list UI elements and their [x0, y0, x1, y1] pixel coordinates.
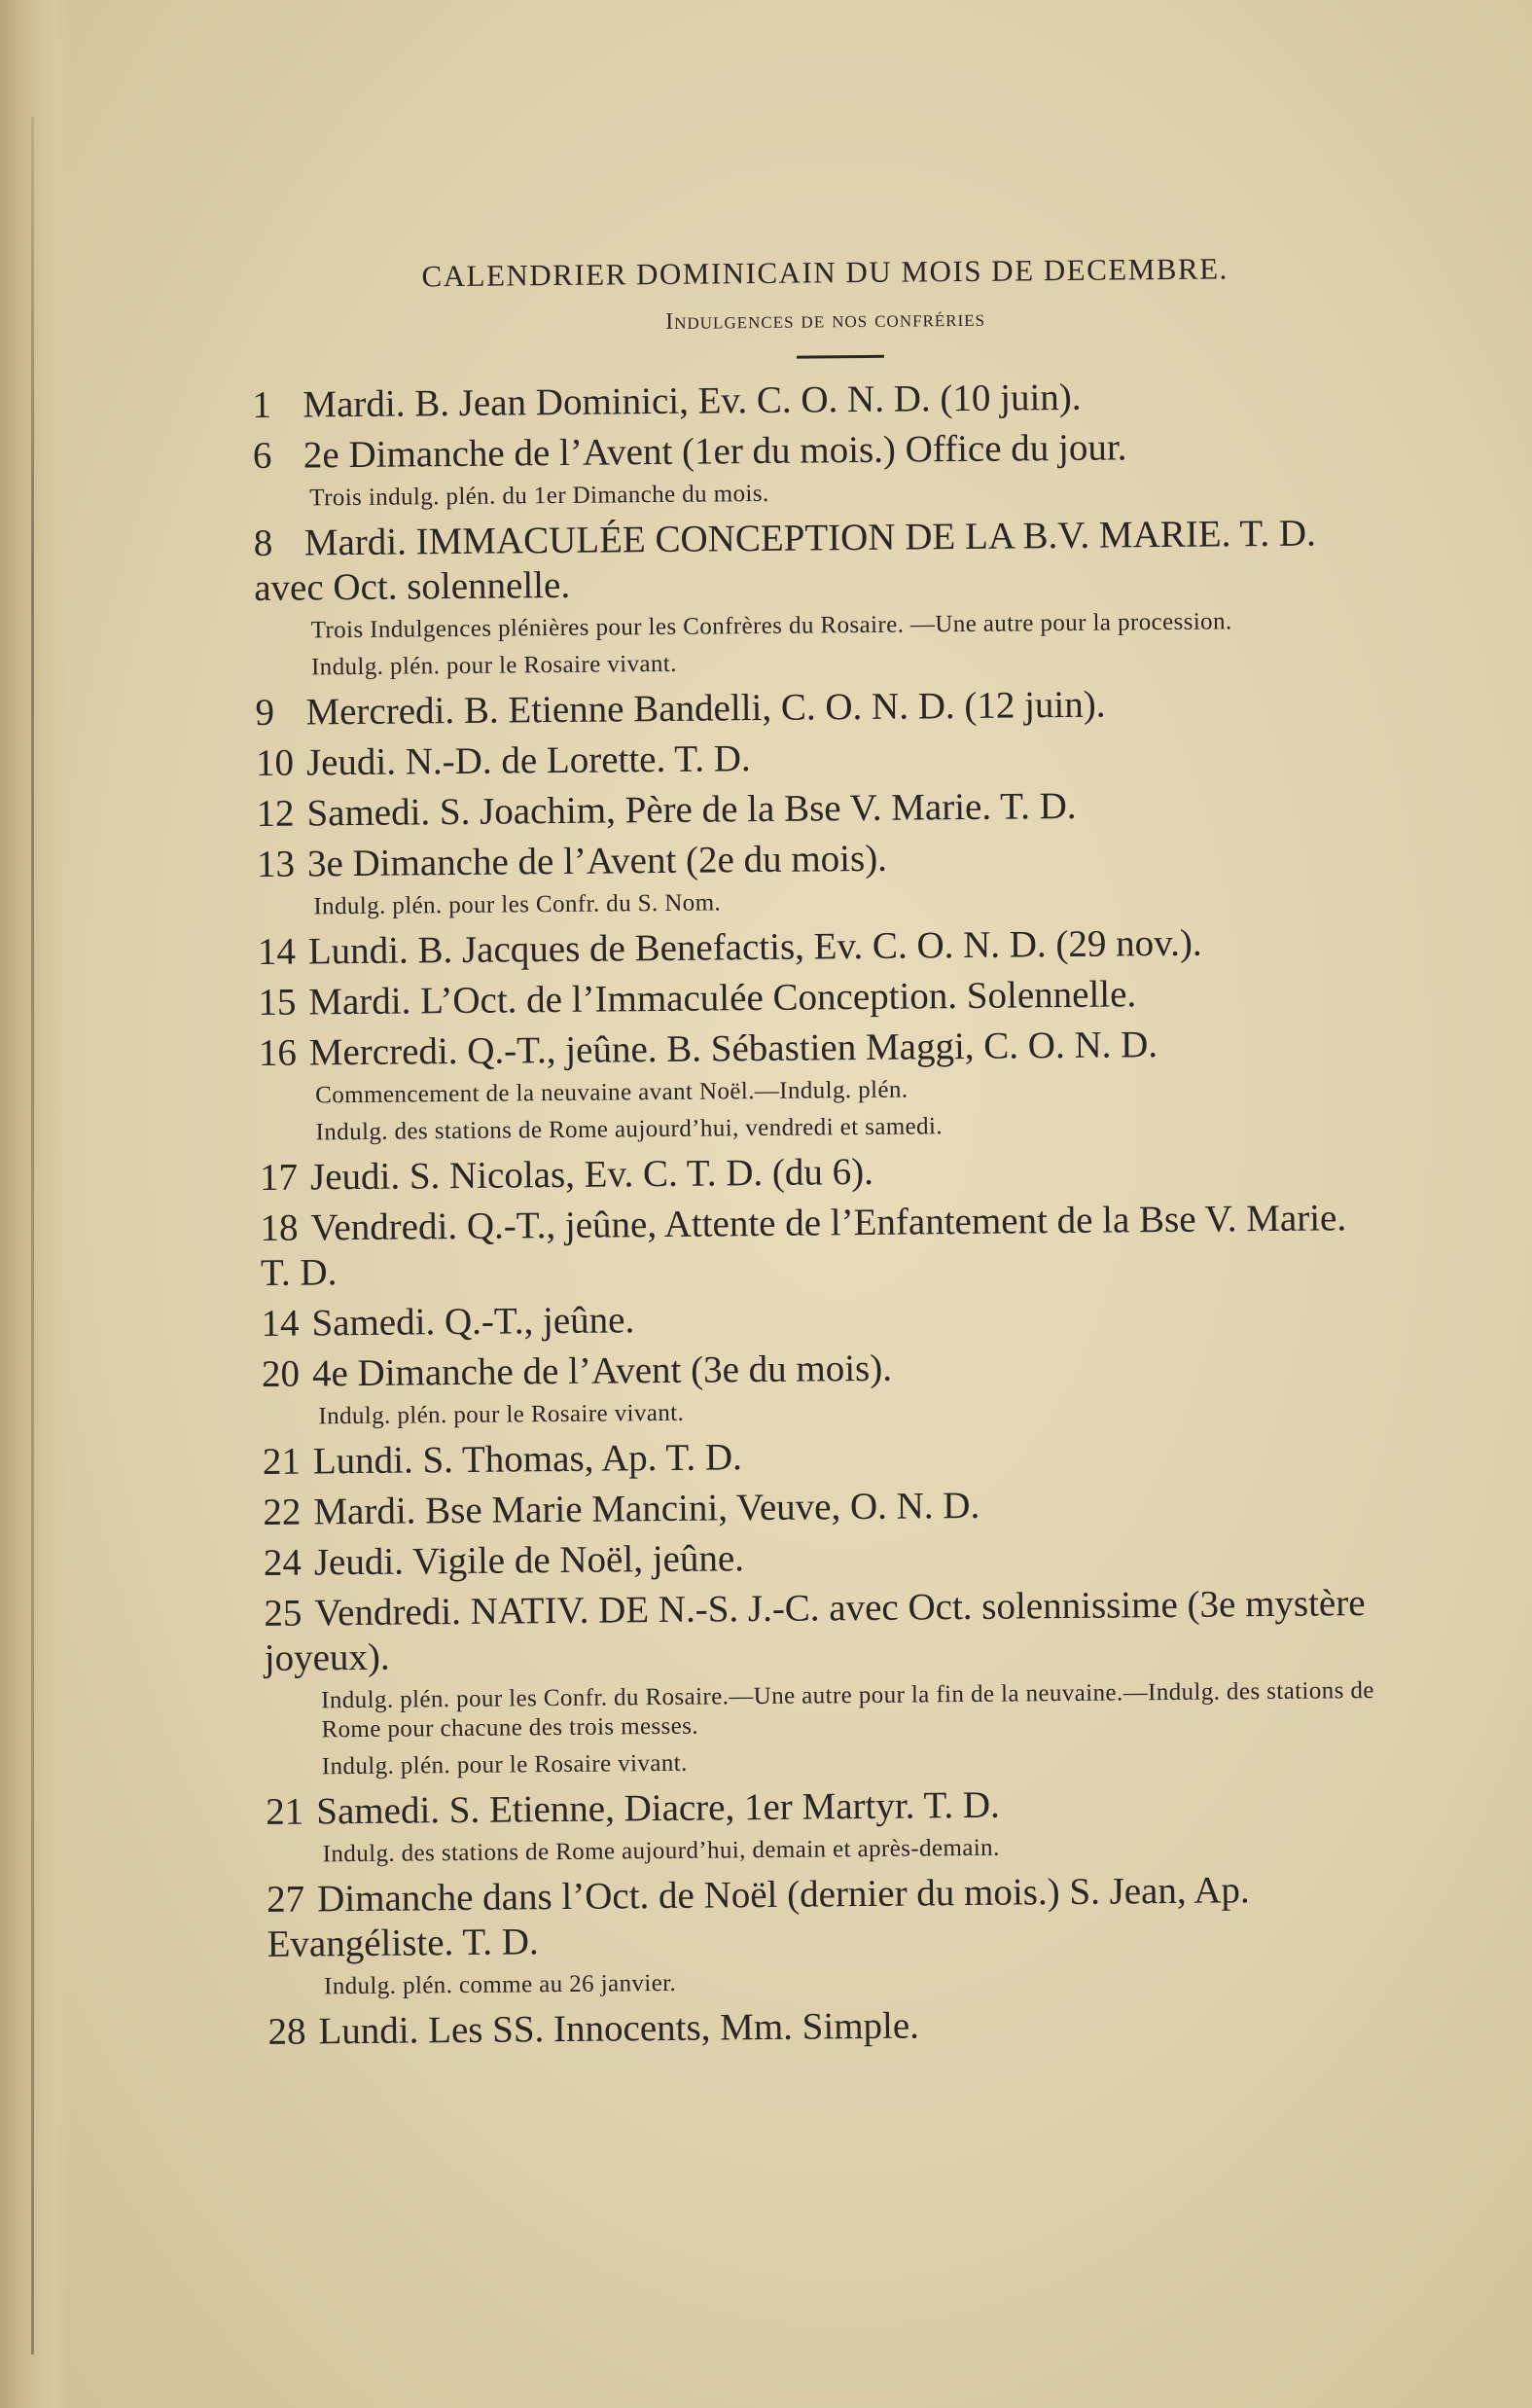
entry-text: Samedi. S. Etienne, Diacre, 1er Martyr. T. D. [316, 1783, 1001, 1833]
indulgence-note: Indulg. plén. pour le Rosaire vivant. [321, 1749, 688, 1780]
indulgence-note: Indulg. plén. pour les Confr. du Rosaire.—Une autre pour la fin de la neuvaine.—Indulg. des stations de Rome pour chacune des trois messes. [321, 1676, 1374, 1743]
entry-day-number: 21 [262, 1440, 302, 1483]
calendar-entry [266, 1779, 1384, 1835]
calendar-entry [253, 423, 1372, 479]
calendar-entry [260, 1145, 1378, 1201]
indulgence-note: Indulg. plén. comme au 26 janvier. [323, 1969, 677, 2000]
entry-text: Jeudi. S. Nicolas, Ev. C. T. D. (du 6). [309, 1150, 874, 1199]
entry-text: Mercredi. B. Etienne Bandelli, C. O. N. D. (12 juin). [305, 683, 1106, 734]
entry-day-number: 25 [264, 1592, 303, 1635]
entry-text: Mercredi. Q.-T., jeûne. B. Sébastien Maggi, C. O. N. D. [308, 1024, 1158, 1074]
page-title: CALENDRIER DOMINICAIN DU MOIS DE DECEMBRE. [421, 251, 1229, 294]
binding-crease [31, 117, 34, 2354]
entry-day-number: 22 [263, 1491, 302, 1533]
entry-text: Jeudi. N.-D. de Lorette. T. D. [305, 737, 751, 784]
calendar-entry [264, 1530, 1382, 1586]
entry-day-number: 1 [252, 383, 272, 426]
entry-day-number: 17 [259, 1156, 299, 1199]
calendar-entry [267, 1999, 1386, 2055]
entry-day-number: 16 [258, 1031, 298, 1074]
entry-text: Lundi. Les SS. Innocents, Mm. Simple. [318, 2004, 920, 2053]
entry-text: Dimanche dans l’Oct. de Noël (dernier du mois.) S. Jean, Ap. Evangéliste. T. D. [267, 1869, 1250, 1965]
entry-text: Vendredi. Q.-T., jeûne, Attente de l’Enfantement de la Bse V. Marie. T. D. [260, 1197, 1347, 1294]
calendar-content [251, 250, 1387, 2061]
entry-day-number: 10 [255, 741, 295, 784]
entry-text: 2e Dimanche de l’Avent (1er du mois.) Office du jour. [303, 426, 1127, 477]
indulgence-note: Indulg. des stations de Rome aujourd’hui, vendredi et samedi. [315, 1113, 944, 1146]
indulgence-note: Trois Indulgences plénières pour les Confrères du Rosaire. —Une autre pour la procession. [310, 608, 1232, 644]
calendar-entry [254, 511, 1373, 611]
entry-day-number: 14 [257, 930, 297, 973]
calendar-entry [257, 832, 1375, 887]
entry-day-number: 9 [255, 691, 275, 734]
calendar-entry [264, 1581, 1383, 1681]
entry-text: Samedi. Q.-T., jeûne. [311, 1299, 635, 1345]
calendar-entry [255, 680, 1373, 736]
page-binding-shadow [0, 0, 68, 2408]
entry-text: Mardi. IMMACULÉE CONCEPTION DE LA B.V. MARIE. T. D. avec Oct. solennelle. [254, 512, 1316, 609]
page-subtitle: Indulgences de nos confréries [665, 305, 986, 335]
indulgence-note: Indulg. plén. pour les Confr. du S. Nom. [313, 889, 722, 920]
calendar-entry [263, 1429, 1381, 1485]
entry-day-number: 6 [252, 434, 272, 477]
entry-day-number: 14 [261, 1302, 300, 1345]
calendar-entry [256, 781, 1374, 837]
calendar-entry [256, 731, 1374, 786]
entry-day-number: 21 [266, 1790, 304, 1833]
entry-day-number: 20 [261, 1352, 301, 1395]
calendar-entry [258, 919, 1376, 975]
entry-day-number: 24 [263, 1541, 303, 1584]
entry-day-number: 27 [266, 1878, 305, 1921]
calendar-entry [259, 1021, 1377, 1076]
entry-text: Lundi. B. Jacques de Benefactis, Ev. C. O. N. D. (29 nov.). [307, 921, 1202, 973]
indulgence-note: Indulg. des stations de Rome aujourd’hui, demain et après-demain. [322, 1834, 1000, 1868]
entry-text: Lundi. S. Thomas, Ap. T. D. [312, 1436, 742, 1483]
entry-day-number: 13 [256, 843, 296, 885]
calendar-entry [261, 1291, 1379, 1347]
indulgence-note: Indulg. plén. pour le Rosaire vivant. [318, 1399, 685, 1430]
calendar-entry [267, 1867, 1386, 1967]
indulgence-note: Indulg. plén. pour le Rosaire vivant. [310, 650, 677, 681]
calendar-entry [258, 970, 1376, 1025]
indulgence-note: Trois indulg. plén. du 1er Dimanche du mois. [309, 480, 769, 512]
entry-day-number: 18 [260, 1206, 299, 1249]
entry-day-number: 28 [267, 2010, 306, 2053]
entry-text: Jeudi. Vigile de Noël, jeûne. [313, 1537, 745, 1584]
calendar-entry [263, 1480, 1381, 1535]
entry-text: Mardi. Bse Marie Mancini, Veuve, O. N. D. [313, 1484, 980, 1533]
entry-day-number: 15 [258, 981, 297, 1024]
entry-text: Mardi. B. Jean Dominici, Ev. C. O. N. D. (10 juin). [303, 376, 1082, 426]
entry-text: Vendredi. NATIV. DE N.-S. J.-C. avec Oct. solennissime (3e mystère joyeux). [264, 1582, 1366, 1679]
entry-text: Mardi. L’Oct. de l’Immaculée Conception. Solennelle. [308, 973, 1137, 1024]
calendar-entries [252, 373, 1386, 2055]
calendar-entry [260, 1196, 1379, 1296]
calendar-entry [252, 373, 1371, 428]
entry-text: 4e Dimanche de l’Avent (3e du mois). [311, 1347, 893, 1395]
entry-text: 3e Dimanche de l’Avent (2e du mois). [306, 837, 888, 885]
entry-text: Samedi. S. Joachim, Père de la Bse V. Marie. T. D. [306, 784, 1077, 835]
indulgence-note: Commencement de la neuvaine avant Noël.—Indulg. plén. [315, 1076, 909, 1109]
calendar-entry [262, 1342, 1380, 1397]
title-divider [797, 355, 884, 359]
entry-day-number: 8 [253, 521, 273, 564]
entry-day-number: 12 [256, 792, 295, 835]
